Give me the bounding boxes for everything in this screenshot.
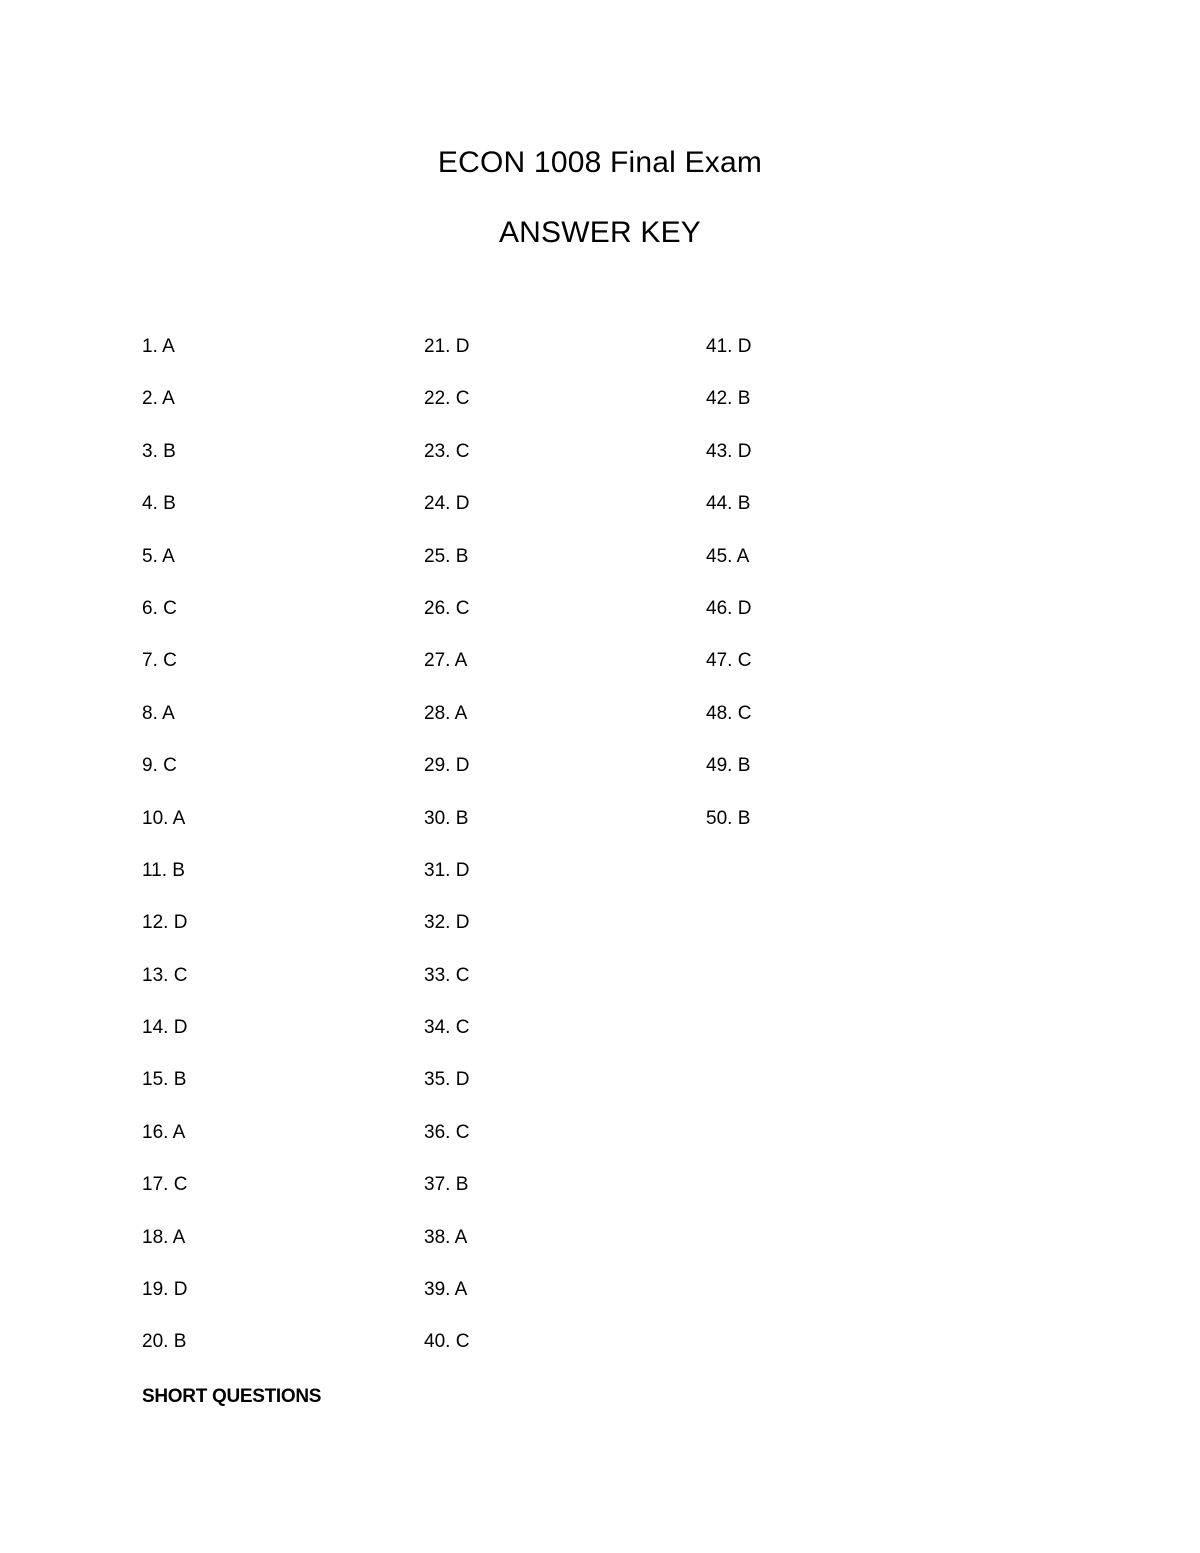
answer-item: 38. A	[424, 1226, 468, 1248]
section-heading-short-questions: SHORT QUESTIONS	[142, 1386, 322, 1407]
answer-item: 50. B	[706, 807, 751, 829]
answer-item: 37. B	[424, 1174, 469, 1196]
answer-item: 4. B	[142, 493, 176, 515]
answer-item: 40. C	[424, 1331, 470, 1353]
answer-item: 44. B	[706, 493, 751, 515]
page-subtitle: ANSWER KEY	[498, 216, 702, 249]
answer-item: 5. A	[142, 545, 175, 567]
answer-item: 21. D	[424, 336, 470, 357]
answer-item: 12. D	[142, 912, 188, 934]
answer-column-3	[706, 334, 966, 858]
answer-item: 46. D	[706, 597, 752, 619]
answer-item: 7. C	[142, 650, 177, 672]
answer-item: 42. B	[706, 388, 751, 410]
answer-item: 1. A	[142, 336, 175, 357]
answer-item: 41. D	[706, 336, 752, 357]
answer-item: 17. C	[142, 1174, 188, 1196]
answer-item: 2. A	[142, 388, 175, 410]
answer-key-grid	[142, 334, 1062, 1374]
answer-item: 24. D	[424, 493, 470, 515]
answer-item: 45. A	[706, 545, 750, 567]
answer-item: 27. A	[424, 650, 468, 672]
page-title: ECON 1008 Final Exam	[437, 146, 763, 179]
answer-item: 13. C	[142, 964, 188, 986]
answer-item: 30. B	[424, 807, 469, 829]
answer-item: 11. B	[142, 859, 185, 881]
answer-item: 31. D	[424, 859, 470, 881]
answer-item: 48. C	[706, 702, 752, 724]
answer-item: 32. D	[424, 912, 470, 934]
answer-item: 3. B	[142, 440, 176, 462]
answer-column-2	[424, 334, 684, 1382]
answer-item: 33. C	[424, 964, 470, 986]
answer-item: 25. B	[424, 545, 469, 567]
answer-item: 8. A	[142, 702, 175, 724]
answer-item: 9. C	[142, 755, 177, 777]
answer-item: 22. C	[424, 388, 470, 410]
answer-item: 10. A	[142, 807, 186, 829]
answer-item: 19. D	[142, 1279, 188, 1301]
answer-item: 18. A	[142, 1226, 186, 1248]
answer-item: 39. A	[424, 1279, 468, 1301]
answer-column-1	[142, 334, 402, 1382]
answer-item: 15. B	[142, 1069, 187, 1091]
answer-item: 36. C	[424, 1121, 470, 1143]
answer-item: 26. C	[424, 597, 470, 619]
answer-item: 6. C	[142, 597, 177, 619]
answer-item: 43. D	[706, 440, 752, 462]
answer-item: 29. D	[424, 755, 470, 777]
answer-item: 23. C	[424, 440, 470, 462]
answer-item: 34. C	[424, 1017, 470, 1039]
answer-item: 20. B	[142, 1331, 187, 1353]
answer-item: 28. A	[424, 702, 468, 724]
answer-item: 35. D	[424, 1069, 470, 1091]
answer-item: 16. A	[142, 1121, 186, 1143]
answer-item: 14. D	[142, 1017, 188, 1039]
answer-item: 49. B	[706, 755, 751, 777]
answer-item: 47. C	[706, 650, 752, 672]
